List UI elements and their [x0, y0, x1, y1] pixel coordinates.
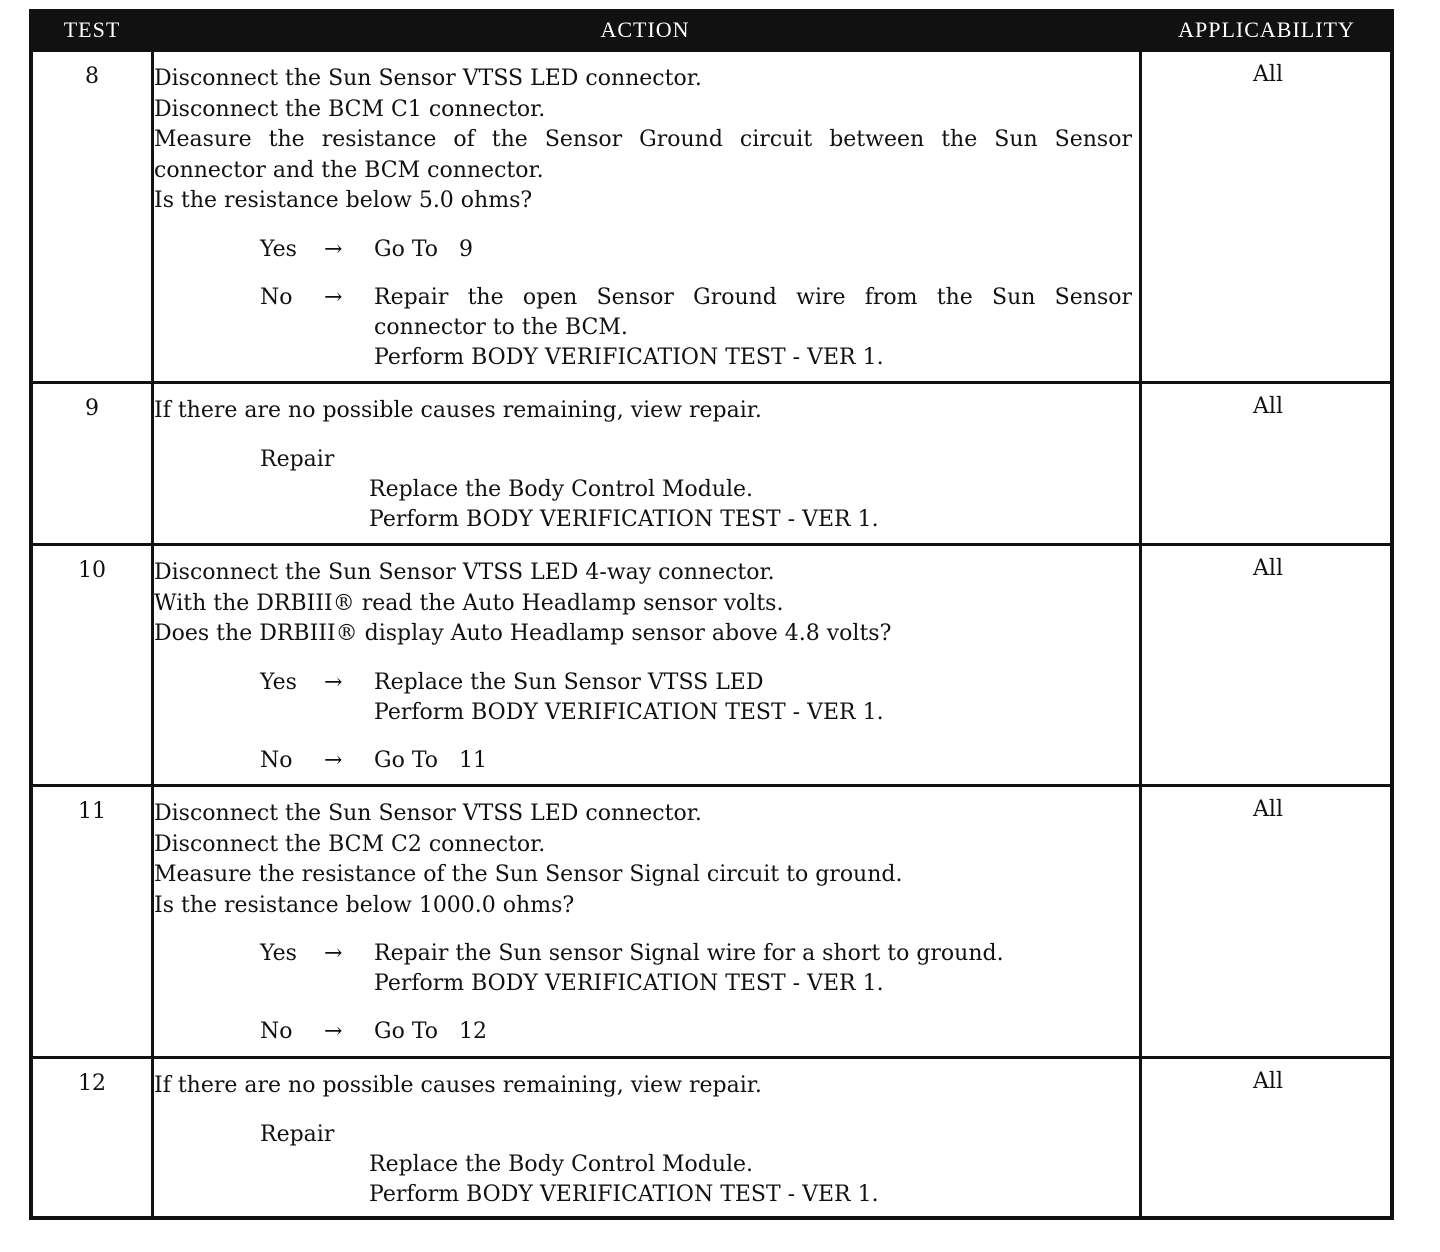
yes-label: Yes: [260, 669, 297, 695]
table-row-test-9: [33, 381, 1390, 543]
header-test: TEST: [63, 17, 121, 42]
action-line: Disconnect the BCM C2 connector.: [154, 831, 546, 857]
arrow-icon: →: [324, 236, 343, 262]
no-answer: [154, 1017, 1132, 1047]
repair-line: Perform BODY VERIFICATION TEST - VER 1.: [369, 506, 879, 532]
yes-answer: [154, 668, 1132, 728]
action-line: If there are no possible causes remaining, view repair.: [154, 398, 762, 423]
arrow-icon: →: [324, 747, 343, 773]
header-applicability: APPLICABILITY: [1178, 17, 1355, 42]
column-divider: [151, 49, 154, 1216]
no-label: No: [260, 747, 293, 773]
column-divider: [1139, 49, 1142, 1216]
yes-label: Yes: [260, 236, 297, 262]
action-cell: [154, 396, 1132, 535]
repair-line: Replace the Body Control Module.: [369, 1151, 754, 1177]
action-line: Does the DRBIII® display Auto Headlamp sensor above 4.8 volts?: [154, 621, 892, 646]
yes-answer: [154, 939, 1132, 999]
action-line: Disconnect the BCM C1 connector.: [154, 96, 546, 122]
repair-line: Replace the Body Control Module.: [369, 476, 754, 502]
test-number: 10: [78, 558, 106, 583]
applicability-value: All: [1253, 394, 1283, 419]
diagnostic-table: [29, 9, 1394, 1220]
action-line: Disconnect the Sun Sensor VTSS LED connector.: [154, 801, 702, 826]
answer-line: Perform BODY VERIFICATION TEST - VER 1.: [374, 344, 884, 370]
answer-line: Repair the open Sensor Ground wire from the Sun Sensor connector to the BCM.: [374, 284, 1132, 340]
header-action: ACTION: [600, 17, 690, 42]
action-cell: [154, 799, 1132, 1047]
action-line: Is the resistance below 1000.0 ohms?: [154, 892, 575, 918]
repair-line: Perform BODY VERIFICATION TEST - VER 1.: [369, 1181, 879, 1207]
action-line: Disconnect the Sun Sensor VTSS LED connector.: [154, 66, 702, 91]
arrow-icon: →: [324, 941, 343, 966]
no-label: No: [260, 1019, 293, 1044]
arrow-icon: →: [324, 284, 343, 310]
action-line: Measure the resistance of the Sun Sensor Signal circuit to ground.: [154, 862, 903, 887]
arrow-icon: →: [324, 1019, 343, 1044]
test-number: 8: [85, 64, 99, 89]
action-line: Is the resistance below 5.0 ohms?: [154, 188, 533, 213]
no-label: No: [260, 284, 293, 310]
yes-label: Yes: [260, 941, 297, 966]
arrow-icon: →: [324, 669, 343, 695]
action-line: With the DRBIII® read the Auto Headlamp sensor volts.: [154, 590, 784, 616]
answer-line: Repair the Sun sensor Signal wire for a short to ground.: [374, 941, 1004, 966]
answer-line: Perform BODY VERIFICATION TEST - VER 1.: [374, 699, 884, 725]
action-line: Measure the resistance of the Sensor Ground circuit between the Sun Sensor connector and the BCM connector.: [154, 127, 1132, 183]
repair-block: [154, 445, 1132, 535]
table-row-test-11: [33, 784, 1390, 1056]
applicability-value: All: [1253, 797, 1283, 822]
no-answer: [154, 283, 1132, 373]
action-cell: [154, 64, 1132, 373]
action-line: If there are no possible causes remaining, view repair.: [154, 1073, 762, 1098]
repair-block: [154, 1120, 1132, 1210]
table-row-test-8: [33, 49, 1390, 381]
test-number: 11: [78, 799, 106, 824]
answer-line: Perform BODY VERIFICATION TEST - VER 1.: [374, 971, 884, 996]
test-number: 9: [85, 396, 99, 421]
no-answer: [154, 746, 1132, 776]
answer-line: Go To 12: [374, 1019, 487, 1044]
repair-label: Repair: [260, 446, 335, 472]
table-row-test-10: [33, 543, 1390, 784]
applicability-value: All: [1253, 1069, 1283, 1094]
table-header: [33, 13, 1390, 49]
applicability-value: All: [1253, 62, 1283, 87]
table-row-test-12: [33, 1056, 1390, 1216]
answer-line: Go To 11: [374, 747, 487, 773]
action-line: Disconnect the Sun Sensor VTSS LED 4-way connector.: [154, 560, 775, 585]
repair-label: Repair: [260, 1121, 335, 1147]
action-cell: [154, 558, 1132, 776]
applicability-value: All: [1253, 556, 1283, 581]
action-cell: [154, 1071, 1132, 1210]
answer-line: Go To 9: [374, 236, 473, 262]
test-number: 12: [78, 1071, 106, 1096]
yes-answer: [154, 235, 1132, 265]
answer-line: Replace the Sun Sensor VTSS LED: [374, 669, 764, 695]
